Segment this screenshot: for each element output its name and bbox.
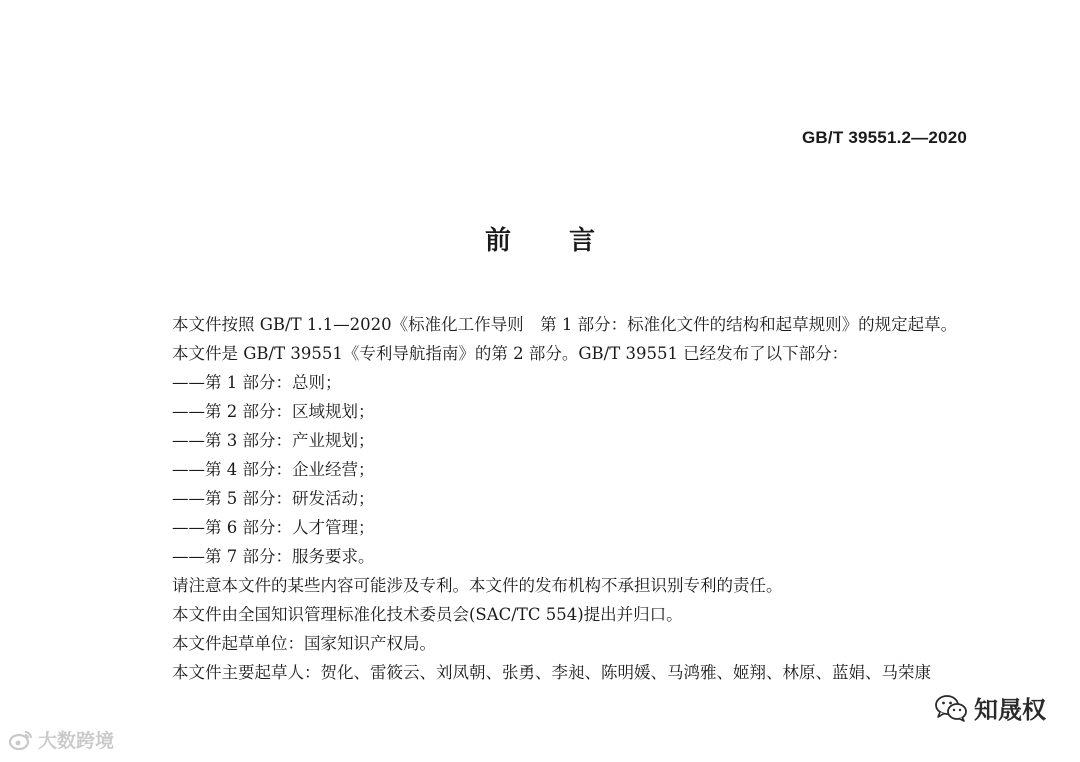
- list-item: ——第 3 部分：产业规划；: [172, 431, 375, 450]
- page-title: 前言: [484, 226, 653, 256]
- paragraph-committee: 本文件由全国知识管理标准化技术委员会(SAC/TC 554)提出并归口。: [172, 605, 683, 624]
- paragraph-patent-notice: 请注意本文件的某些内容可能涉及专利。本文件的发布机构不承担识别专利的责任。: [172, 576, 783, 595]
- watermark-left-text: 大数跨境: [38, 730, 115, 752]
- paragraph-drafting-rules: 本文件按照 GB/T 1.1—2020《标准化工作导则 第 1 部分：标准化文件的结构和起草规则》的规定起草。: [172, 315, 958, 334]
- list-item: ——第 2 部分：区域规划；: [172, 402, 375, 421]
- watermark-right: [930, 690, 1050, 725]
- list-item: ——第 4 部分：企业经营；: [172, 460, 375, 479]
- wechat-icon: [934, 694, 968, 722]
- list-item: ——第 6 部分：人才管理；: [172, 518, 375, 537]
- watermark-right-text: 知晟权: [974, 696, 1046, 724]
- list-item: ——第 1 部分：总则；: [172, 373, 342, 392]
- watermark-left: [8, 726, 114, 753]
- paragraph-series-intro: 本文件是 GB/T 39551《专利导航指南》的第 2 部分。GB/T 39551 已经发布了以下部分：: [172, 344, 849, 363]
- standard-code: GB/T 39551.2—2020: [802, 128, 967, 147]
- foreword-body: [136, 310, 966, 687]
- paragraph-drafters: 本文件主要起草人：贺化、雷筱云、刘凤朝、张勇、李昶、陈明媛、马鸿雅、姬翔、林原、蓝娟、马荣康: [172, 663, 931, 682]
- list-item: ——第 5 部分：研发活动；: [172, 489, 375, 508]
- parts-list: [136, 368, 966, 571]
- list-item: ——第 7 部分：服务要求。: [172, 547, 375, 566]
- weibo-logo-icon: [8, 729, 34, 751]
- paragraph-drafting-unit: 本文件起草单位：国家知识产权局。: [172, 634, 436, 653]
